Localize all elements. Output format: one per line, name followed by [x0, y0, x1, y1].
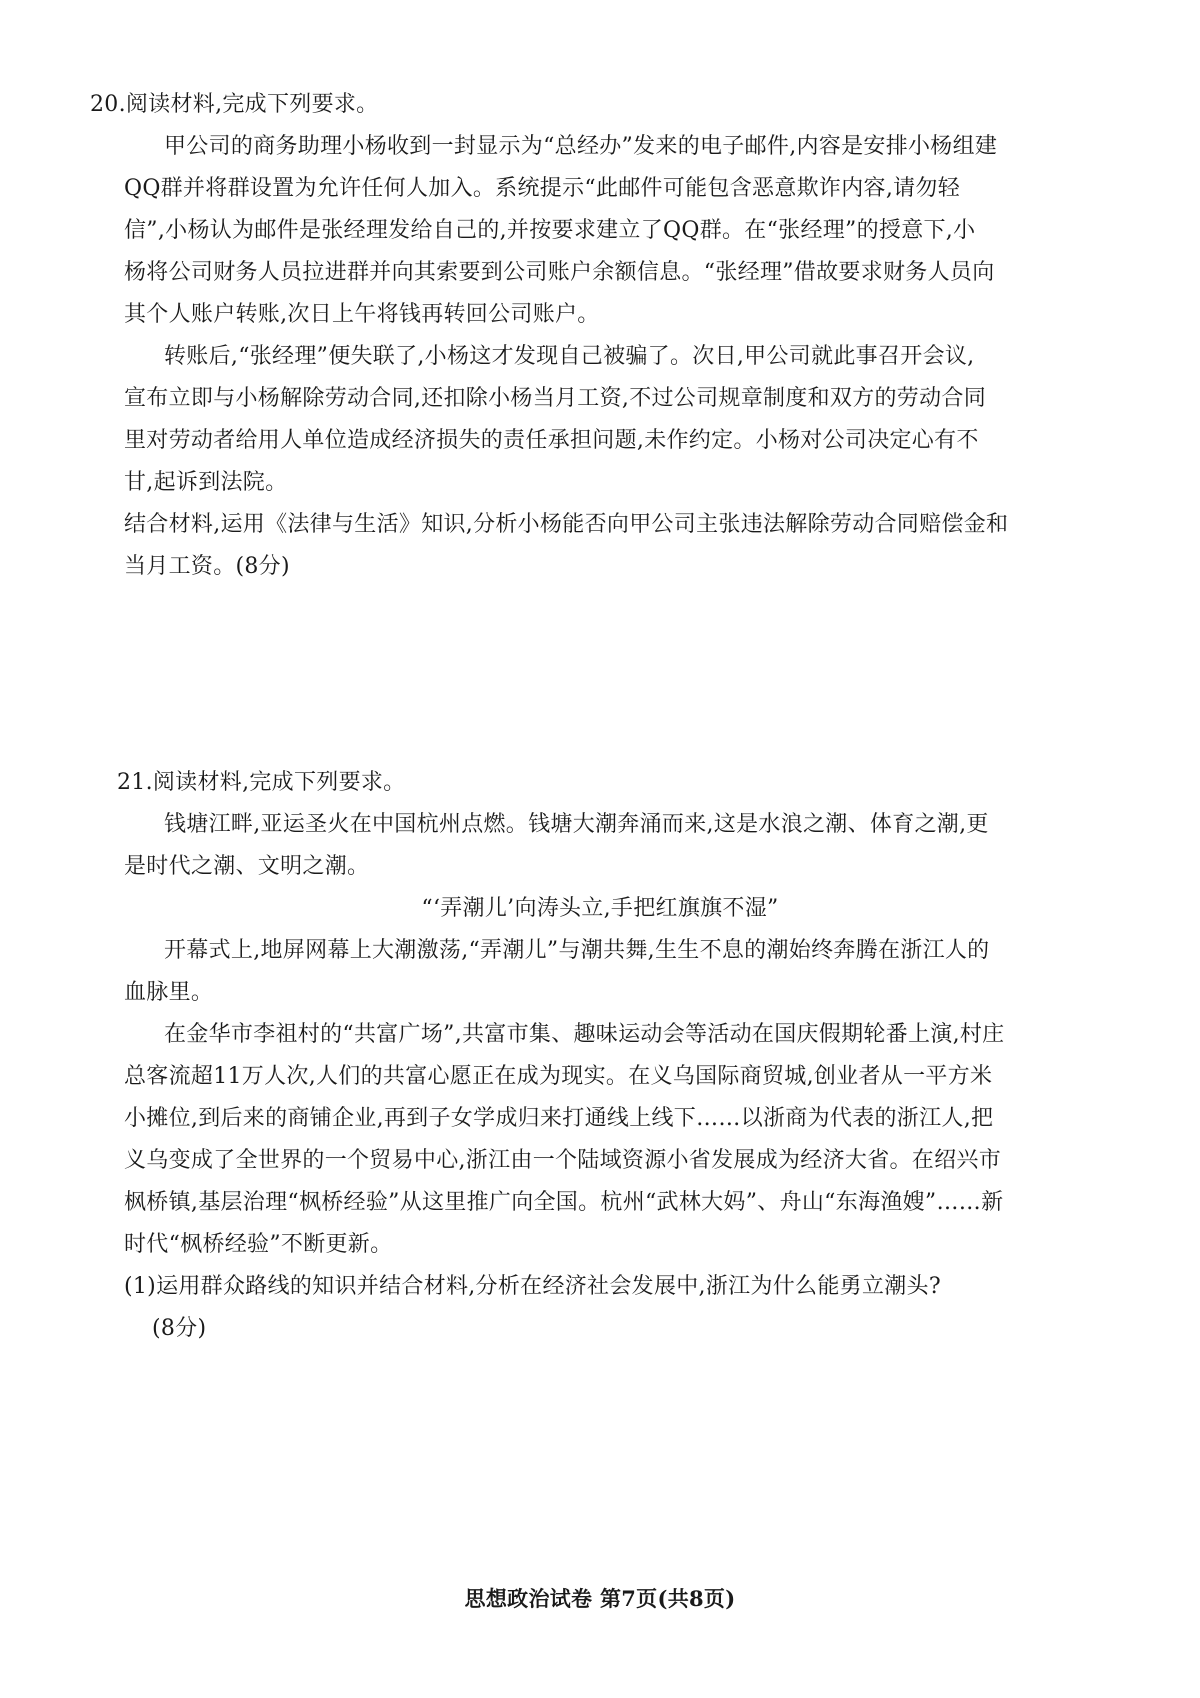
q21-intro-line: 是时代之潮、文明之潮。	[124, 854, 370, 879]
question-20-title: 20.阅读材料,完成下列要求。	[90, 92, 379, 117]
q21-para1-line: 血脉里。	[124, 980, 214, 1005]
q21-subheading: “‘弄潮儿’向涛头立,手把红旗旗不湿”	[421, 896, 779, 921]
question-21-title: 21.阅读材料,完成下列要求。	[117, 770, 406, 795]
q21-question-1: (1)运用群众路线的知识并结合材料,分析在经济社会发展中,浙江为什么能勇立潮头?	[124, 1274, 941, 1299]
q20-material-line: 信”,小杨认为邮件是张经理发给自己的,并按要求建立了QQ群。在“张经理”的授意下,小	[124, 218, 976, 243]
q20-material-line: 杨将公司财务人员拉进群并向其索要到公司账户余额信息。“张经理”借故要求财务人员向	[124, 260, 995, 285]
q20-material-line: 其个人账户转账,次日上午将钱再转回公司账户。	[124, 302, 600, 327]
q20-material-line: 甘,起诉到法院。	[124, 470, 288, 495]
page-footer: 思想政治试卷 第7页(共8页)	[464, 1586, 736, 1611]
q21-para2-line: 在金华市李祖村的“共富广场”,共富市集、趣味运动会等活动在国庆假期轮番上演,村庄	[164, 1022, 1005, 1047]
q21-para2-line: 时代“枫桥经验”不断更新。	[124, 1232, 393, 1257]
q20-material-line: 甲公司的商务助理小杨收到一封显示为“总经办”发来的电子邮件,内容是安排小杨组建	[164, 134, 998, 159]
q20-material-line: 宣布立即与小杨解除劳动合同,还扣除小杨当月工资,不过公司规章制度和双方的劳动合同	[124, 386, 986, 411]
q21-para1-line: 开幕式上,地屏网幕上大潮激荡,“弄潮儿”与潮共舞,生生不息的潮始终奔腾在浙江人的	[164, 938, 990, 963]
q21-intro-line: 钱塘江畔,亚运圣火在中国杭州点燃。钱塘大潮奔涌而来,这是水浪之潮、体育之潮,更	[164, 812, 989, 837]
q20-material-line: 转账后,“张经理”便失联了,小杨这才发现自己被骗了。次日,甲公司就此事召开会议,	[164, 344, 975, 369]
q21-para2-line: 小摊位,到后来的商铺企业,再到子女学成归来打通线上线下……以浙商为代表的浙江人,把	[124, 1106, 994, 1131]
q20-material-line: 里对劳动者给用人单位造成经济损失的责任承担问题,未作约定。小杨对公司决定心有不	[124, 428, 979, 453]
q20-requirement: 结合材料,运用《法律与生活》知识,分析小杨能否向甲公司主张违法解除劳动合同赔偿金和	[124, 512, 1009, 537]
q21-question-1-score: (8分)	[152, 1316, 207, 1341]
q21-para2-line: 枫桥镇,基层治理“枫桥经验”从这里推广向全国。杭州“武林大妈”、舟山“东海渔嫂”……新	[124, 1190, 1004, 1215]
q21-para2-line: 义乌变成了全世界的一个贸易中心,浙江由一个陆域资源小省发展成为经济大省。在绍兴市	[124, 1148, 1001, 1173]
q20-requirement: 当月工资。(8分)	[124, 554, 290, 579]
q21-para2-line: 总客流超11万人次,人们的共富心愿正在成为现实。在义乌国际商贸城,创业者从一平方米	[124, 1064, 993, 1089]
q20-material-line: QQ群并将群设置为允许任何人加入。系统提示“此邮件可能包含恶意欺诈内容,请勿轻	[124, 176, 961, 201]
